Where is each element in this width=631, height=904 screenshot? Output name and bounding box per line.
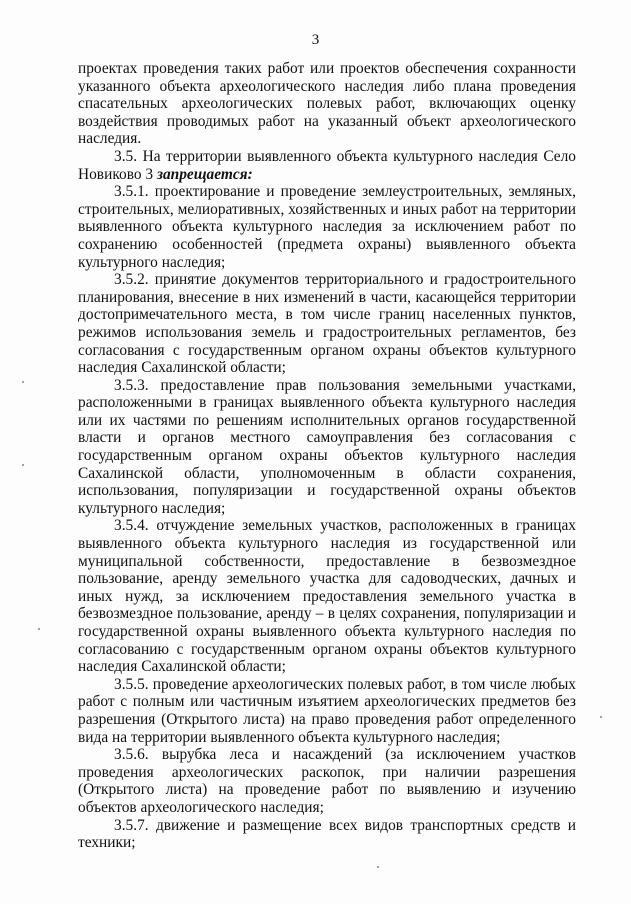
paragraph-3-5-6: 3.5.6. вырубка леса и насаждений (за исключением участков проведения археологических раскопок, при наличии разрешения (Открытого листа) на проведение работ по выявлению и изучению объектов археологического наследия; bbox=[78, 746, 576, 816]
paragraph-3-5-1: 3.5.1. проектирование и проведение землеустроительных, земляных, строительных, мелиоративных, хозяйственных и иных работ на территории выявленного объекта культурного наследия за исключением работ по сохранению особенностей (предмета охраны) выявленного объекта культурного наследия; bbox=[78, 183, 576, 271]
paragraph-3-5-3: 3.5.3. предоставление прав пользования земельными участками, расположенными в границах выявленного объекта культурного наследия или их частями по решениям исполнительных органов государственной власти и органов местного самоуправления без согласования с государственным органом охраны объектов культурного наследия Сахалинской области, уполномоченным в области сохранения, использования, популяризации и государственной охраны объектов культурного наследия; bbox=[78, 376, 576, 517]
paragraph-3-5 bbox=[78, 148, 576, 183]
paragraph-3-5-text: 3.5. На территории выявленного объекта культурного наследия Село Новиково 3 bbox=[78, 147, 576, 183]
scan-speck bbox=[600, 716, 602, 718]
scan-speck bbox=[377, 866, 379, 868]
paragraph-3-5-4: 3.5.4. отчуждение земельных участков, расположенных в границах выявленного объекта культурного наследия из государственной или муниципальной собственности, предоставление в безвозмездное пользование, аренду земельного участка для садоводческих, дачных и иных нужд, за исключением предоставления земельного участка в безвозмездное пользование, аренду – в целях сохранения, популяризации и государственной охраны выявленного объекта культурного наследия по согласованию с государственным органом охраны объектов культурного наследия Сахалинской области; bbox=[78, 517, 576, 676]
paragraph-3-5-emphasis: запрещается: bbox=[156, 165, 253, 183]
scan-speck bbox=[22, 381, 24, 383]
paragraph-3-5-2: 3.5.2. принятие документов территориального и градостроительного планирования, внесение в них изменений в части, касающейся территории достопримечательного места, в том числе границ населенных пунктов, режимов использования земель и градостроительных регламентов, без согласования с государственным органом охраны объектов культурного наследия Сахалинской области; bbox=[78, 271, 576, 377]
paragraph-3-5-5: 3.5.5. проведение археологических полевых работ, в том числе любых работ с полным или частичным изъятием археологических предметов без разрешения (Открытого листа) на право проведения работ определенного вида на территории выявленного объекта культурного наследия; bbox=[78, 675, 576, 746]
page-number: 3 bbox=[311, 32, 320, 48]
paragraph-continuation: проектах проведения таких работ или проектов обеспечения сохранности указанного объекта археологического наследия либо плана проведения спасательных археологических полевых работ, включающих оценку воздействия проводимых работ на указанный объект археологического наследия. bbox=[78, 60, 576, 148]
scan-speck bbox=[22, 464, 24, 466]
paragraph-3-5-7: 3.5.7. движение и размещение всех видов транспортных средств и техники; bbox=[78, 816, 576, 852]
document-body bbox=[78, 60, 576, 852]
scan-speck bbox=[38, 628, 40, 630]
